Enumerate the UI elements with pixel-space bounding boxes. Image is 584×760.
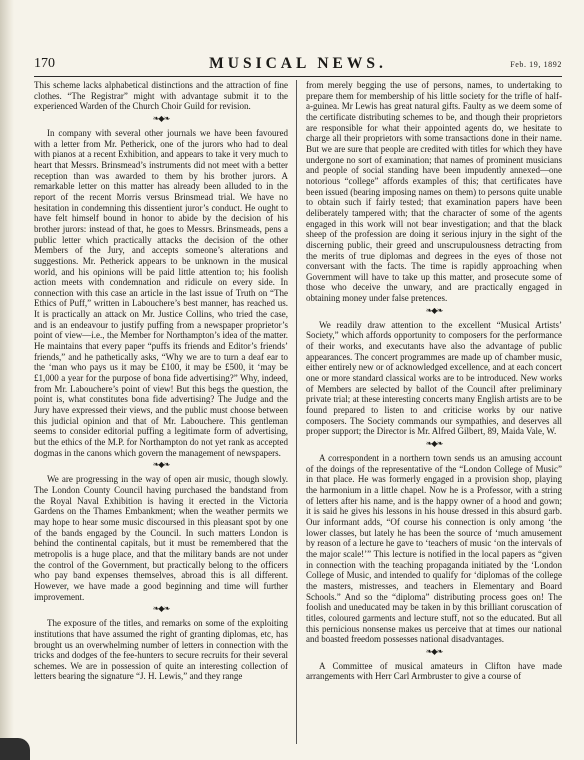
article-paragraph: A Committee of musical amateurs in Clifton have made arrangements with Herr Carl Armbruster to give a course of [306, 660, 562, 682]
section-ornament: ❧◆❧ [425, 646, 443, 656]
page-binding-shadow [0, 0, 14, 760]
article-paragraph: We readily draw attention to the excellent “Musical Artists’ Society,” which affords opportunity to composers for the performance of their works, and executants have also the advantage of public appearances. The concert programmes are made up of chamber music, either entirely new or of acknowledged excellence, and at each concert one or more standard classical works are to be introduced. New works of Members are selected by ballot of the Council after preliminary private trial; at these interesting concerts many English artists are to be found prepared to listen to and criticise works by our native composers. The Society commands our sympathies, and deserves all proper support; the Director is Mr. Alfred Gilbert, 89, Maida Vale, W. [306, 319, 562, 437]
right-column [306, 80, 562, 682]
article-paragraph: A correspondent in a northern town sends us an amusing account of the doings of the representative of the “London College of Music” in that place. He was formerly engaged in a provision shop, playing the harmonium in a little chapel. Now he is a Professor, with a string of letters after his name, and is the happy owner of a hood and gown; it is said he gives his lessons in his house dressed in this absurd garb. Our informant adds, “Of course his connection is only among ‘the lower classes, but lately he has been the source of ‘much amusement by reason of a lecture he gave to ‘teachers of music ‘on the intervals of the major scale!’” This lecture is notified in the local papers as “given in connection with the teaching propaganda initiated by the ‘London College of Music, and intended to qualify for ‘diplomas of the college the masters, mistresses, and teachers in Elementary and Board Schools.” And so the “diploma” distributing process goes on! The foolish and uneducated may be taken in by this brilliant coruscation of titles, coloured garments and lecture stuff, not so the educated. But all this pernicious nonsense makes us perceive that at times our national and boasted freedom possesses national disadvantages. [306, 453, 562, 645]
scanner-clip [0, 738, 30, 760]
section-ornament: ❧◆❧ [152, 460, 170, 470]
page-number: 170 [34, 56, 55, 71]
page-header [34, 55, 562, 74]
article-paragraph: The exposure of the titles, and remarks on some of the exploiting institutions that have assumed the right of granting diplomas, etc, has brought us an overwhelming number of letters in connection with the tricks and dodges of the fee-hunters to secure recruits for their several schemes. We are in possession of quite an interesting collection of letters bearing the signature “J. H. Lewis,” and they range [34, 618, 288, 682]
section-ornament: ❧◆❧ [425, 439, 443, 448]
column-divider [296, 80, 297, 744]
article-paragraph: from merely begging the use of persons, names, to undertaking to prepare them for membership of his little society for the trifle of half-a-guinea. Mr Lewis has great natural gifts. Faulty as we deem some of the certificate distributing schemes to be, and though their proprietors are responsible for what their appointed agents do, we hesitate to charge all their proprietors with some transactions done in their name. But we are sure that people are credited with titles for which they have undergone no sort of examination; that names of prominent musicians and people of social standing have been impudently annexed—one notorious “college” affords examples of this; that certificates have been issued (bearing imposing names on them) to persons quite unable to obtain such if fairly tested; that examination papers have been deliberately tampered with; that the character of some of the agents engaged in this work will not bear investigation; and that the black sheep of the profession are doing it serious injury in the sight of the discerning public, their greed and unscrupulousness detracting from the merits of true diplomas and degrees in the eyes of those not conversant with the facts. The time is rapidly approaching when Government will have to take up this matter, and prosecute some of those who deceive the unwary, and are practically engaged in obtaining money under false pretences. [306, 80, 562, 304]
section-ornament: ❧◆❧ [425, 305, 443, 315]
publication-title: MUSICAL NEWS. [209, 55, 387, 72]
section-ornament: ❧◆❧ [152, 113, 170, 123]
header-rule [34, 76, 562, 77]
issue-date: Feb. 19, 1892 [510, 60, 562, 69]
article-paragraph: This scheme lacks alphabetical distinctions and the attraction of fine clothes. “The Registrar” might with advantage submit it to the experienced Warden of the Church Choir Guild for revision. [34, 80, 288, 112]
article-paragraph: We are progressing in the way of open air music, though slowly. The London County Council having purchased the bandstand from the Royal Naval Exhibition is having it erected in the Victoria Gardens on the Thames Embankment; when the weather permits we may hope to hear some music discoursed in this pleasant spot by one of the bands engaged by the Council. In such matters London is behind the continental capitals, but it must be remembered that the metropolis is a huge place, and that the military bands are not under the control of the Government, but practically belong to the officers who pay band expenses themselves, abroad this is all different. However, we have made a good beginning and time will further improvement. [34, 474, 288, 602]
article-paragraph: In company with several other journals we have been favoured with a letter from Mr. Petherick, one of the jurors who had to deal with pianos at a recent Exhibition, and appears to take it very much to heart that Messrs. Brinsmead’s instruments did not meet with a better reception than was awarded to them by his brother jurors. A remarkable letter on this matter has already been alluded to in the report of the recent Morris versus Brinsmead trial. We have no hesitation in condemning this dissentient juror’s conduct. He ought to have felt himself bound in honor to abide by the decision of his brother jurors: instead of that, he goes to Messrs. Brinsmeads, pens a public letter which practically attacks the decision of the other Members of the Jury, and accepts someone’s alterations and suggestions. Mr. Petherick appears to be unknown in the musical world, and his opinions will be paid little attention to; his foolish action meets with condemnation and ridicule on every side. In connection with this case an article in the last issue of Truth on “The Ethics of Puff,” written in Labouchere’s best manner, has reached us. It is practically an attack on Mr. Justice Collins, who tried the case, and is an endeavour to justify puffing from a newspaper proprietor’s point of view—i.e., the Member for Northampton’s idea of the matter. He maintains that every paper “puffs its friends and Editor’s friends’ friends,” and he pathetically asks, “Why we are to turn a deaf ear to the ‘man who pays us it may be £100, it may be £500, it ‘may be £1,000 a year for the purpose of bona fide advertising?” Why, indeed, from Mr. Labouchere’s point of view! But this begs the question, the point is, what constitutes bona fide advertising? The Judge and the Jury have expressed their views, and the public must choose between this judicial opinion and that of Mr. Labouchere. This gentleman seems to consider editorial puffing a legitimate form of advertising, but the ethics of the M.P. for Northampton do not yet rank as accepted dogmas in the canons which govern the management of newspapers. [34, 127, 288, 458]
section-ornament: ❧◆❧ [152, 604, 170, 614]
left-column [34, 80, 288, 682]
